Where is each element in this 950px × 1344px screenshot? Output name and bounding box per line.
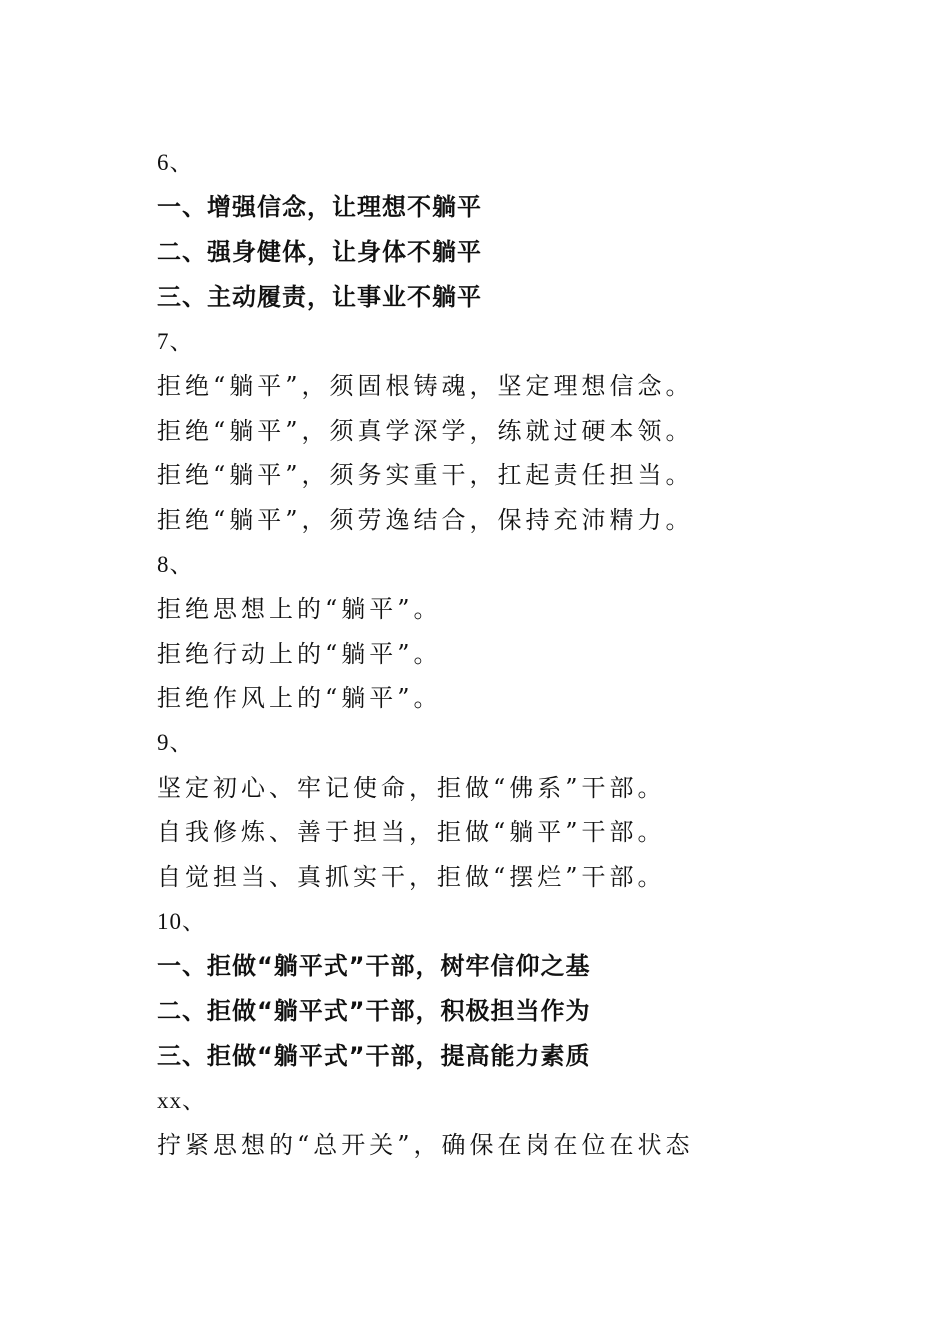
section-number-xx: xx、	[157, 1088, 206, 1113]
section-xx-line-1: 拧紧思想的“总开关”，确保在岗在位在状态	[157, 1131, 694, 1159]
section-10-line-2: 二、拒做“躺平式”干部，积极担当作为	[157, 997, 591, 1025]
section-number-8: 8、	[157, 552, 194, 577]
section-8-line-1: 拒绝思想上的“躺平”。	[157, 595, 442, 623]
section-number-6: 6、	[157, 150, 194, 175]
section-10-line-3: 三、拒做“躺平式”干部，提高能力素质	[157, 1042, 591, 1070]
section-7-line-1: 拒绝“躺平”，须固根铸魂，坚定理想信念。	[157, 372, 694, 400]
section-7-line-3: 拒绝“躺平”，须务实重干，扛起责任担当。	[157, 461, 694, 489]
section-8-line-2: 拒绝行动上的“躺平”。	[157, 640, 442, 668]
section-number-10: 10、	[157, 909, 206, 934]
section-10-line-1: 一、拒做“躺平式”干部，树牢信仰之基	[157, 952, 591, 980]
section-6-line-1: 一、增强信念，让理想不躺平	[157, 193, 482, 221]
section-9-line-3: 自觉担当、真抓实干，拒做“摆烂”干部。	[157, 863, 666, 891]
section-number-7: 7、	[157, 329, 194, 354]
section-9-line-2: 自我修炼、善于担当，拒做“躺平”干部。	[157, 818, 666, 846]
section-7-line-4: 拒绝“躺平”，须劳逸结合，保持充沛精力。	[157, 506, 694, 534]
section-8-line-3: 拒绝作风上的“躺平”。	[157, 684, 442, 712]
section-7-line-2: 拒绝“躺平”，须真学深学，练就过硬本领。	[157, 417, 694, 445]
section-6-line-3: 三、主动履责，让事业不躺平	[157, 283, 482, 311]
section-6-line-2: 二、强身健体，让身体不躺平	[157, 238, 482, 266]
section-9-line-1: 坚定初心、牢记使命，拒做“佛系”干部。	[157, 774, 666, 802]
section-number-9: 9、	[157, 730, 194, 755]
